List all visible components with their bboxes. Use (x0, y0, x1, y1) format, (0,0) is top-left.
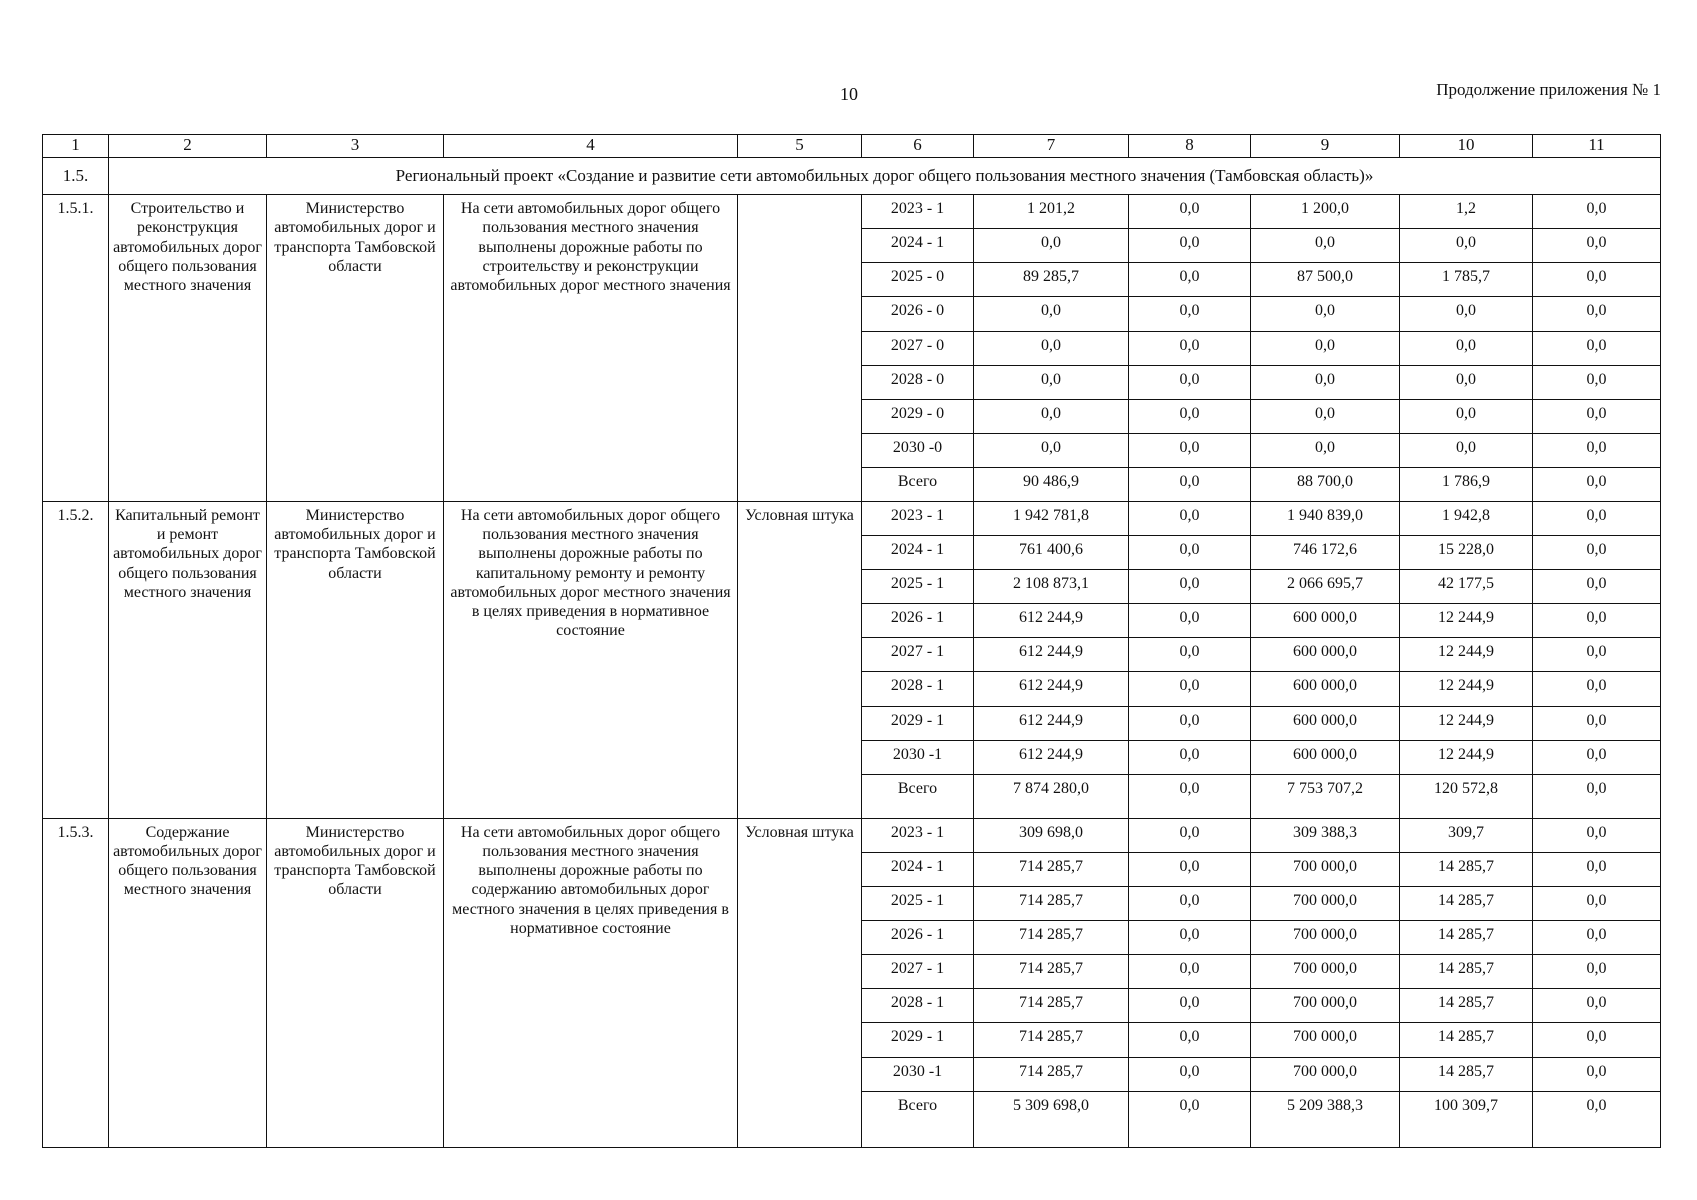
federal-budget-cell: 0,0 (1129, 740, 1251, 774)
federal-budget-cell: 0,0 (1129, 1023, 1251, 1057)
other-sources-cell: 0,0 (1533, 604, 1661, 638)
regional-budget-cell: 1 940 839,0 (1251, 502, 1400, 536)
year-cell: 2026 - 0 (862, 297, 974, 331)
other-sources-cell: 0,0 (1533, 297, 1661, 331)
regional-budget-cell: 600 000,0 (1251, 706, 1400, 740)
table-row (43, 195, 1661, 229)
year-cell: 2027 - 1 (862, 955, 974, 989)
local-budget-cell: 100 309,7 (1400, 1091, 1533, 1147)
federal-budget-cell: 0,0 (1129, 887, 1251, 921)
year-cell: 2029 - 1 (862, 706, 974, 740)
section-number: 1.5. (43, 158, 109, 195)
other-sources-cell: 0,0 (1533, 195, 1661, 229)
appendix-table (42, 134, 1661, 1148)
column-number-7: 7 (974, 135, 1129, 158)
total-cell: 0,0 (974, 331, 1129, 365)
total-cell: 1 942 781,8 (974, 502, 1129, 536)
other-sources-cell: 0,0 (1533, 502, 1661, 536)
other-sources-cell: 0,0 (1533, 638, 1661, 672)
other-sources-cell: 0,0 (1533, 536, 1661, 570)
column-number-10: 10 (1400, 135, 1533, 158)
local-budget-cell: 1 785,7 (1400, 263, 1533, 297)
column-numbers-row (43, 135, 1661, 158)
regional-budget-cell: 88 700,0 (1251, 467, 1400, 501)
regional-budget-cell: 0,0 (1251, 297, 1400, 331)
federal-budget-cell: 0,0 (1129, 399, 1251, 433)
regional-budget-cell: 746 172,6 (1251, 536, 1400, 570)
regional-budget-cell: 0,0 (1251, 365, 1400, 399)
other-sources-cell: 0,0 (1533, 263, 1661, 297)
other-sources-cell: 0,0 (1533, 1057, 1661, 1091)
federal-budget-cell: 0,0 (1129, 672, 1251, 706)
total-cell: 714 285,7 (974, 887, 1129, 921)
column-number-9: 9 (1251, 135, 1400, 158)
item-result: На сети автомобильных дорог общего пользования местного значения выполнены дорожные работы по капитальному ремонту и ремонту автомобильных дорог местного значения в целях приведения в нормативное состояние (444, 502, 738, 819)
item-name: Содержание автомобильных дорог общего пользования местного значения (109, 818, 267, 1147)
year-cell: Всего (862, 1091, 974, 1147)
federal-budget-cell: 0,0 (1129, 1091, 1251, 1147)
year-cell: 2027 - 0 (862, 331, 974, 365)
item-number: 1.5.1. (43, 195, 109, 502)
local-budget-cell: 1 942,8 (1400, 502, 1533, 536)
other-sources-cell: 0,0 (1533, 1091, 1661, 1147)
item-executor: Министерство автомобильных дорог и транспорта Тамбовской области (267, 502, 444, 819)
regional-budget-cell: 0,0 (1251, 399, 1400, 433)
total-cell: 612 244,9 (974, 604, 1129, 638)
other-sources-cell: 0,0 (1533, 570, 1661, 604)
total-cell: 612 244,9 (974, 672, 1129, 706)
local-budget-cell: 0,0 (1400, 331, 1533, 365)
other-sources-cell: 0,0 (1533, 229, 1661, 263)
regional-budget-cell: 7 753 707,2 (1251, 774, 1400, 818)
regional-budget-cell: 700 000,0 (1251, 921, 1400, 955)
federal-budget-cell: 0,0 (1129, 570, 1251, 604)
item-result: На сети автомобильных дорог общего пользования местного значения выполнены дорожные работы по строительству и реконструкции автомобильных дорог местного значения (444, 195, 738, 502)
local-budget-cell: 1 786,9 (1400, 467, 1533, 501)
local-budget-cell: 14 285,7 (1400, 921, 1533, 955)
total-cell: 2 108 873,1 (974, 570, 1129, 604)
regional-budget-cell: 600 000,0 (1251, 672, 1400, 706)
total-cell: 1 201,2 (974, 195, 1129, 229)
total-cell: 612 244,9 (974, 740, 1129, 774)
other-sources-cell: 0,0 (1533, 989, 1661, 1023)
regional-budget-cell: 700 000,0 (1251, 887, 1400, 921)
year-cell: 2028 - 1 (862, 989, 974, 1023)
regional-budget-cell: 700 000,0 (1251, 1023, 1400, 1057)
regional-budget-cell: 700 000,0 (1251, 852, 1400, 886)
regional-budget-cell: 0,0 (1251, 433, 1400, 467)
item-name: Капитальный ремонт и ремонт автомобильных дорог общего пользования местного значения (109, 502, 267, 819)
other-sources-cell: 0,0 (1533, 852, 1661, 886)
local-budget-cell: 120 572,8 (1400, 774, 1533, 818)
year-cell: 2030 -0 (862, 433, 974, 467)
total-cell: 612 244,9 (974, 706, 1129, 740)
local-budget-cell: 12 244,9 (1400, 604, 1533, 638)
federal-budget-cell: 0,0 (1129, 229, 1251, 263)
item-executor: Министерство автомобильных дорог и транспорта Тамбовской области (267, 818, 444, 1147)
other-sources-cell: 0,0 (1533, 887, 1661, 921)
total-cell: 714 285,7 (974, 1023, 1129, 1057)
regional-budget-cell: 1 200,0 (1251, 195, 1400, 229)
item-unit: Условная штука (738, 818, 862, 1147)
local-budget-cell: 12 244,9 (1400, 740, 1533, 774)
other-sources-cell: 0,0 (1533, 706, 1661, 740)
local-budget-cell: 0,0 (1400, 229, 1533, 263)
total-cell: 0,0 (974, 229, 1129, 263)
item-unit (738, 195, 862, 502)
federal-budget-cell: 0,0 (1129, 604, 1251, 638)
item-name: Строительство и реконструкция автомобильных дорог общего пользования местного значения (109, 195, 267, 502)
local-budget-cell: 12 244,9 (1400, 638, 1533, 672)
regional-budget-cell: 0,0 (1251, 331, 1400, 365)
other-sources-cell: 0,0 (1533, 365, 1661, 399)
column-number-1: 1 (43, 135, 109, 158)
year-cell: 2030 -1 (862, 740, 974, 774)
local-budget-cell: 0,0 (1400, 399, 1533, 433)
local-budget-cell: 14 285,7 (1400, 887, 1533, 921)
year-cell: 2030 -1 (862, 1057, 974, 1091)
column-number-8: 8 (1129, 135, 1251, 158)
federal-budget-cell: 0,0 (1129, 852, 1251, 886)
total-cell: 7 874 280,0 (974, 774, 1129, 818)
column-number-4: 4 (444, 135, 738, 158)
other-sources-cell: 0,0 (1533, 467, 1661, 501)
total-cell: 714 285,7 (974, 921, 1129, 955)
regional-budget-cell: 600 000,0 (1251, 604, 1400, 638)
total-cell: 612 244,9 (974, 638, 1129, 672)
local-budget-cell: 14 285,7 (1400, 955, 1533, 989)
local-budget-cell: 12 244,9 (1400, 672, 1533, 706)
local-budget-cell: 14 285,7 (1400, 1023, 1533, 1057)
other-sources-cell: 0,0 (1533, 740, 1661, 774)
federal-budget-cell: 0,0 (1129, 921, 1251, 955)
federal-budget-cell: 0,0 (1129, 467, 1251, 501)
federal-budget-cell: 0,0 (1129, 638, 1251, 672)
year-cell: Всего (862, 774, 974, 818)
federal-budget-cell: 0,0 (1129, 818, 1251, 852)
local-budget-cell: 309,7 (1400, 818, 1533, 852)
year-cell: 2026 - 1 (862, 604, 974, 638)
other-sources-cell: 0,0 (1533, 399, 1661, 433)
total-cell: 714 285,7 (974, 1057, 1129, 1091)
local-budget-cell: 0,0 (1400, 297, 1533, 331)
local-budget-cell: 1,2 (1400, 195, 1533, 229)
year-cell: 2026 - 1 (862, 921, 974, 955)
local-budget-cell: 0,0 (1400, 365, 1533, 399)
year-cell: 2025 - 1 (862, 887, 974, 921)
regional-budget-cell: 700 000,0 (1251, 955, 1400, 989)
federal-budget-cell: 0,0 (1129, 433, 1251, 467)
year-cell: 2024 - 1 (862, 852, 974, 886)
column-number-6: 6 (862, 135, 974, 158)
total-cell: 89 285,7 (974, 263, 1129, 297)
total-cell: 0,0 (974, 399, 1129, 433)
local-budget-cell: 14 285,7 (1400, 852, 1533, 886)
column-number-2: 2 (109, 135, 267, 158)
item-result: На сети автомобильных дорог общего пользования местного значения выполнены дорожные работы по содержанию автомобильных дорог местного значения в целях приведения в нормативное состояние (444, 818, 738, 1147)
table-body (43, 135, 1661, 1148)
table-row (43, 818, 1661, 852)
federal-budget-cell: 0,0 (1129, 1057, 1251, 1091)
other-sources-cell: 0,0 (1533, 672, 1661, 706)
regional-budget-cell: 600 000,0 (1251, 740, 1400, 774)
regional-budget-cell: 700 000,0 (1251, 989, 1400, 1023)
local-budget-cell: 14 285,7 (1400, 989, 1533, 1023)
year-cell: 2024 - 1 (862, 229, 974, 263)
year-cell: 2023 - 1 (862, 195, 974, 229)
year-cell: 2025 - 1 (862, 570, 974, 604)
regional-budget-cell: 87 500,0 (1251, 263, 1400, 297)
local-budget-cell: 0,0 (1400, 433, 1533, 467)
year-cell: 2029 - 1 (862, 1023, 974, 1057)
other-sources-cell: 0,0 (1533, 921, 1661, 955)
table-row (43, 502, 1661, 536)
item-number: 1.5.2. (43, 502, 109, 819)
column-number-11: 11 (1533, 135, 1661, 158)
other-sources-cell: 0,0 (1533, 1023, 1661, 1057)
item-executor: Министерство автомобильных дорог и транспорта Тамбовской области (267, 195, 444, 502)
column-number-5: 5 (738, 135, 862, 158)
other-sources-cell: 0,0 (1533, 818, 1661, 852)
regional-budget-cell: 309 388,3 (1251, 818, 1400, 852)
total-cell: 714 285,7 (974, 989, 1129, 1023)
total-cell: 0,0 (974, 433, 1129, 467)
year-cell: 2029 - 0 (862, 399, 974, 433)
total-cell: 90 486,9 (974, 467, 1129, 501)
year-cell: 2024 - 1 (862, 536, 974, 570)
year-cell: 2025 - 0 (862, 263, 974, 297)
total-cell: 714 285,7 (974, 852, 1129, 886)
item-number: 1.5.3. (43, 818, 109, 1147)
regional-budget-cell: 2 066 695,7 (1251, 570, 1400, 604)
federal-budget-cell: 0,0 (1129, 365, 1251, 399)
year-cell: 2028 - 0 (862, 365, 974, 399)
federal-budget-cell: 0,0 (1129, 195, 1251, 229)
other-sources-cell: 0,0 (1533, 774, 1661, 818)
regional-budget-cell: 0,0 (1251, 229, 1400, 263)
federal-budget-cell: 0,0 (1129, 989, 1251, 1023)
local-budget-cell: 14 285,7 (1400, 1057, 1533, 1091)
regional-budget-cell: 5 209 388,3 (1251, 1091, 1400, 1147)
item-unit: Условная штука (738, 502, 862, 819)
year-cell: 2028 - 1 (862, 672, 974, 706)
column-number-3: 3 (267, 135, 444, 158)
federal-budget-cell: 0,0 (1129, 263, 1251, 297)
continuation-label: Продолжение приложения № 1 (1436, 80, 1661, 99)
federal-budget-cell: 0,0 (1129, 706, 1251, 740)
federal-budget-cell: 0,0 (1129, 955, 1251, 989)
regional-budget-cell: 700 000,0 (1251, 1057, 1400, 1091)
local-budget-cell: 12 244,9 (1400, 706, 1533, 740)
year-cell: 2023 - 1 (862, 502, 974, 536)
total-cell: 0,0 (974, 297, 1129, 331)
other-sources-cell: 0,0 (1533, 331, 1661, 365)
section-title: Региональный проект «Создание и развитие сети автомобильных дорог общего пользования местного значения (Тамбовская область)» (109, 158, 1661, 195)
total-cell: 761 400,6 (974, 536, 1129, 570)
federal-budget-cell: 0,0 (1129, 536, 1251, 570)
year-cell: Всего (862, 467, 974, 501)
page-number: 10 (840, 84, 858, 104)
total-cell: 309 698,0 (974, 818, 1129, 852)
local-budget-cell: 42 177,5 (1400, 570, 1533, 604)
year-cell: 2023 - 1 (862, 818, 974, 852)
federal-budget-cell: 0,0 (1129, 297, 1251, 331)
federal-budget-cell: 0,0 (1129, 774, 1251, 818)
other-sources-cell: 0,0 (1533, 955, 1661, 989)
section-row (43, 158, 1661, 195)
local-budget-cell: 15 228,0 (1400, 536, 1533, 570)
year-cell: 2027 - 1 (862, 638, 974, 672)
total-cell: 714 285,7 (974, 955, 1129, 989)
federal-budget-cell: 0,0 (1129, 331, 1251, 365)
other-sources-cell: 0,0 (1533, 433, 1661, 467)
regional-budget-cell: 600 000,0 (1251, 638, 1400, 672)
total-cell: 0,0 (974, 365, 1129, 399)
total-cell: 5 309 698,0 (974, 1091, 1129, 1147)
federal-budget-cell: 0,0 (1129, 502, 1251, 536)
